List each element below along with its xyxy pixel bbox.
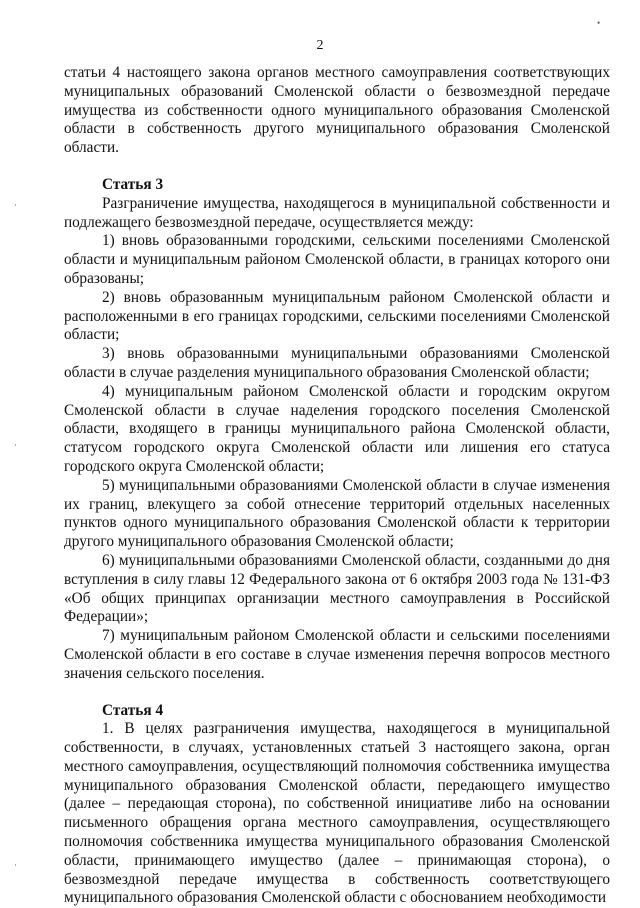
page-number: 2 (316, 38, 324, 53)
scan-mark: · (14, 860, 17, 870)
article-3-intro: Разграничение имущества, находящегося в муниципальной собственности и подлежащего безвозмездной передаче, осуществляется между: (64, 194, 610, 231)
article-4-paragraph: 1. В целях разграничения имущества, находящегося в муниципальной собственности, в случаях, установленных статьей 3 настоящего закона, орган местного самоуправления, осуществляющий полномочия собственника имущества муниципального образования Смоленской области, передающего имущество (далее – передающая сторона), по собственной инициативе либо на основании письменного обращения органа местного самоуправления, осуществляющего полномочия собственника имущества муниципального образования Смоленской области, принимающего имущество (далее – принимающая сторона), о безвозмездной передаче имущества в собственность соответствующего муниципального образования Смоленской области с обоснованием необходимости (64, 720, 610, 907)
article-3-item: 2) вновь образованным муниципальным районом Смоленской области и расположенными в его границах городскими, сельскими поселениями Смоленской области; (64, 288, 610, 344)
article-4-heading: Статья 4 (102, 701, 164, 719)
article-3-item: 3) вновь образованными муниципальными образованиями Смоленской области в случае разделения муниципального образования Смоленской области; (64, 345, 610, 381)
paragraph-continuation: статьи 4 настоящего закона органов местного самоуправления соответствующих муниципальных образований Смоленской области о безвозмездной передаче имущества из собственности одного муниципального образования Смоленской области в собственность другого муниципального образования Смоленской области. (64, 64, 610, 157)
scan-mark: • (597, 18, 601, 28)
article-3-item: 5) муниципальными образованиями Смоленской области в случае изменения их границ, влекущего за собой отнесение территорий отдельных населенных пунктов одного муниципального образования Смоленской области к территории другого муниципального образования Смоленской области; (64, 476, 610, 551)
article-3-heading: Статья 3 (102, 175, 164, 193)
scan-mark: · (14, 440, 17, 450)
article-3-item: 7) муниципальным районом Смоленской области и сельскими поселениями Смоленской области в его составе в случае изменения перечня вопросов местного значения сельского поселения. (64, 627, 610, 682)
article-3-item: 6) муниципальными образованиями Смоленской области, созданными до дня вступления в силу главы 12 Федерального закона от 6 октября 2003 года № 131-ФЗ «Об общих принципах организации местного самоуправления в Российской Федерации»; (64, 551, 610, 626)
document-body (64, 64, 610, 908)
scan-mark: · (14, 200, 17, 210)
article-3-item: 4) муниципальным районом Смоленской области и городским округом Смоленской области в случае наделения городского поселения Смоленской области, входящего в границы муниципального района Смоленской области, статусом городского округа Смоленской области или лишения его статуса городского округа Смоленской области; (64, 382, 610, 475)
article-3-item: 1) вновь образованными городскими, сельскими поселениями Смоленской области и муниципальным районом Смоленской области, в границах которого они образованы; (64, 232, 610, 287)
